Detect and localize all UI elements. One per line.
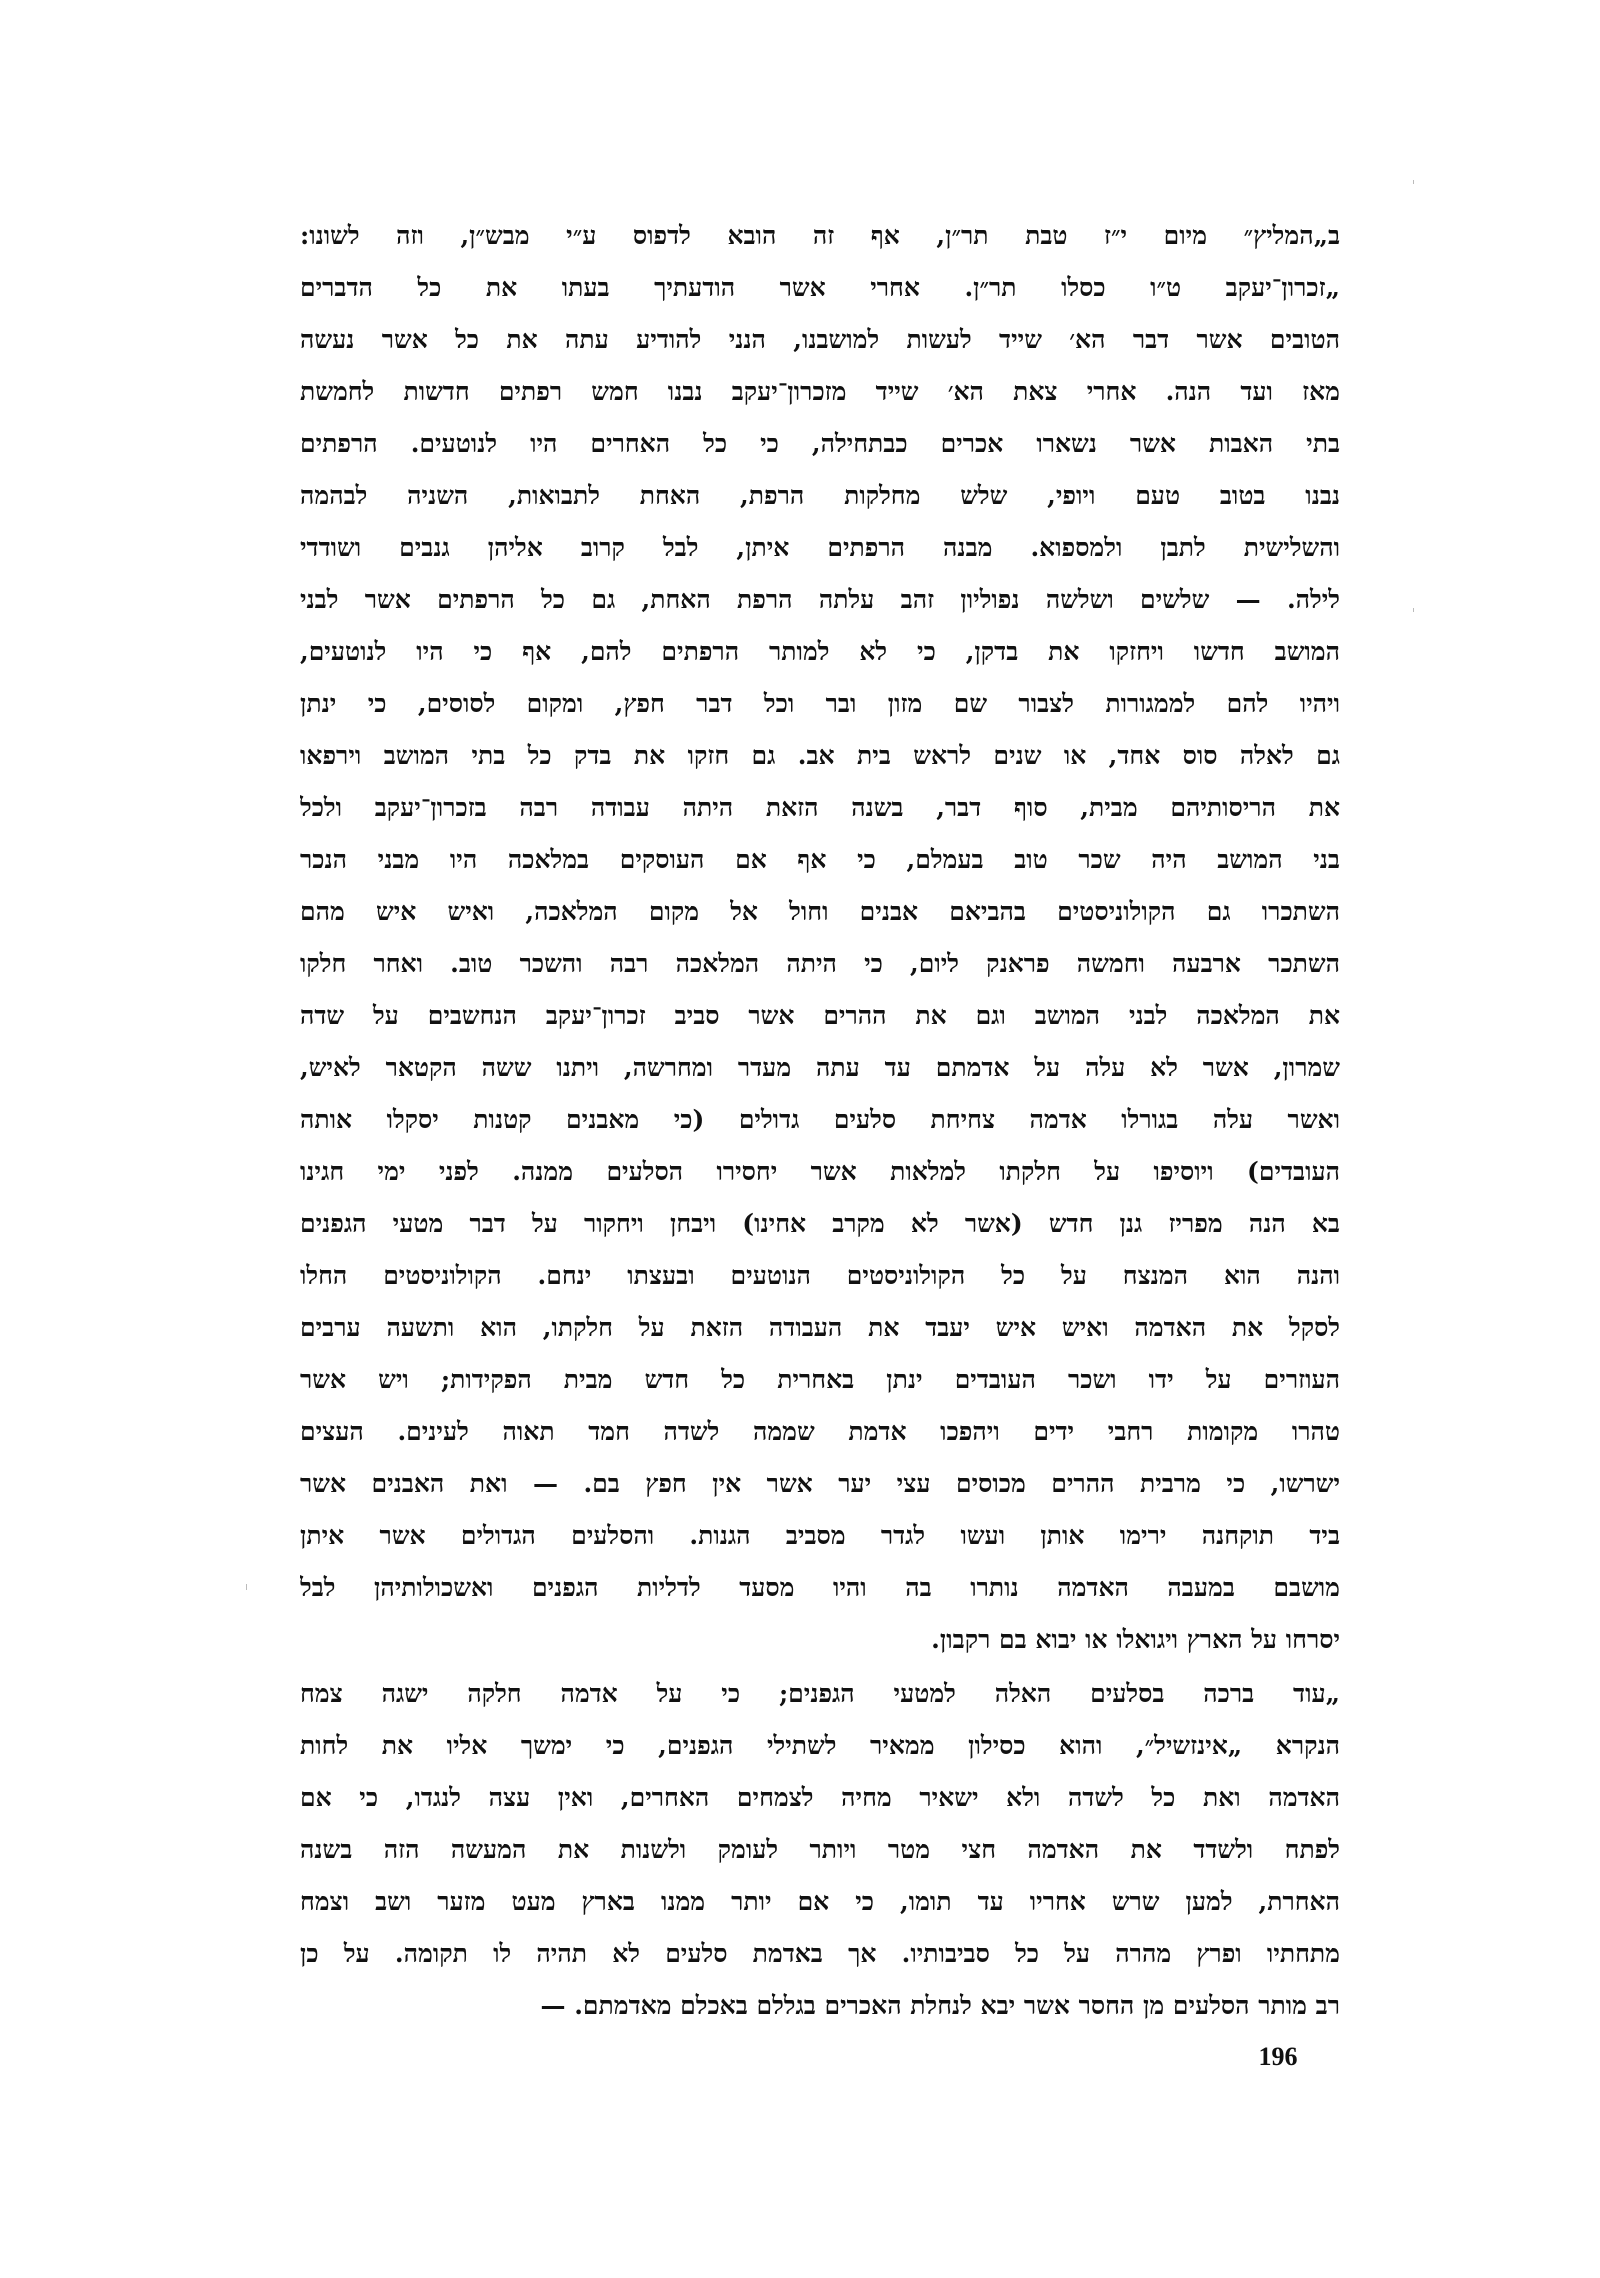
text-line: מתחתיו ופרץ מהרה על כל סביבותיו. אך באדמת סלעים לא תהיה לו תקומה. על כן bbox=[300, 1939, 1340, 1968]
text-line: יסרחו על הארץ ויגואלו או יבוא בם רקבון. bbox=[931, 1625, 1340, 1654]
text-line: האחרת, למען שרש אחריו עד תומו, כי אם יותר ממנו בארץ מעט מזער ושב וצמח bbox=[300, 1887, 1340, 1916]
body-text bbox=[300, 210, 1340, 2032]
text-line: ישרשו, כי מרבית ההרים מכוסים עצי יער אשר אין חפץ בם. — ואת האבנים אשר bbox=[300, 1469, 1340, 1498]
scan-speck bbox=[1413, 180, 1414, 184]
text-line: מאז ועד הנה. אחרי צאת הא׳ שייד מזכרון־יעקב נבנו חמש רפתים חדשות לחמשת bbox=[300, 377, 1340, 406]
text-line: העובדים) ויוסיפו על חלקתו למלאות אשר יחסירו הסלעים ממנה. לפני ימי חגינו bbox=[300, 1157, 1340, 1186]
text-line: רב מותר הסלעים מן החסר אשר יבא לנחלת האכרים בגללם באכלם מאדמתם. — bbox=[540, 1991, 1340, 2020]
paragraph-2 bbox=[300, 1668, 1340, 2032]
text-line: האדמה ואת כל לשדה ולא ישאיר מחיה לצמחים האחרים, ואין עצה לנגדו, כי אם bbox=[300, 1783, 1340, 1812]
text-line: לפתח ולשדד את האדמה חצי מטר ויותר לעומק ולשנות את המעשה הזה בשנה bbox=[300, 1835, 1340, 1864]
text-line: בתי האבות אשר נשארו אכרים כבתחילה, כי כל האחרים היו לנוטעים. הרפתים bbox=[300, 429, 1340, 458]
text-line: טהרו מקומות רחבי ידים ויהפכו אדמת שממה לשדה חמד תאוה לעינים. העצים bbox=[300, 1417, 1340, 1446]
text-line: השתכר ארבעה וחמשה פראנק ליום, כי היתה המלאכה רבה והשכר טוב. ואחר חלקו bbox=[300, 949, 1340, 978]
text-line: שמרון, אשר לא עלה על אדמתם עד עתה מעדר ומחרשה, ויתנו ששה הקטאר לאיש, bbox=[300, 1053, 1340, 1082]
text-line: והנה הוא המנצח על כל הקולוניסטים הנוטעים ובעצתו ינחם. הקולוניסטים החלו bbox=[300, 1261, 1340, 1290]
text-line: לסקל את האדמה ואיש איש יעבד את העבודה הזאת על חלקתו, הוא ותשעה ערבים bbox=[300, 1313, 1340, 1342]
text-line: את הריסותיהם מבית, סוף דבר, בשנה הזאת היתה עבודה רבה בזכרון־יעקב ולכל bbox=[300, 793, 1340, 822]
text-line: מושבם במעבה האדמה נותרו בה והיו מסעד לדליות הגפנים ואשכולותיהן לבל bbox=[300, 1573, 1340, 1602]
scan-speck bbox=[1413, 608, 1414, 612]
scan-speck bbox=[246, 1584, 247, 1590]
text-line: והשלישית לתבן ולמספוא. מבנה הרפתים איתן, לבל קרוב אליהן גנבים ושודדי bbox=[300, 533, 1340, 562]
text-line: ויהיו להם לממגורות לצבור שם מזון ובר וכל דבר חפץ, ומקום לסוסים, כי ינתן bbox=[300, 689, 1340, 718]
text-line: את המלאכה לבני המושב וגם את ההרים אשר סביב זכרון־יעקב הנחשבים על שדה bbox=[300, 1001, 1340, 1030]
text-line: המושב חדשו ויחזקו את בדקן, כי לא למותר הרפתים להם, אף כי היו לנוטעים, bbox=[300, 637, 1340, 666]
paragraph-1 bbox=[300, 210, 1340, 1666]
page-number: 196 bbox=[1258, 2042, 1298, 2071]
text-line: הטובים אשר דבר הא׳ שייד לעשות למושבנו, הנני להודיע עתה את כל אשר נעשה bbox=[300, 325, 1340, 354]
text-line: בא הנה מפריז גנן חדש (אשר לא מקרב אחינו) ויבחן ויחקור על דבר מטעי הגפנים bbox=[300, 1209, 1340, 1238]
text-line: לילה. — שלשים ושלשה נפוליון זהב עלתה הרפת האחת, גם כל הרפתים אשר לבני bbox=[300, 585, 1340, 614]
text-line: נבנו בטוב טעם ויופי, שלש מחלקות הרפת, האחת לתבואות, השניה לבהמה bbox=[300, 481, 1340, 510]
text-line: ב„המליץ״ מיום י״ז טבת תר״ן, אף זה הובא לדפוס ע״י מבש״ן, וזה לשונו: bbox=[300, 221, 1340, 250]
text-line: „עוד ברכה בסלעים האלה למטעי הגפנים; כי על אדמה חלקה ישגה צמח bbox=[300, 1679, 1340, 1708]
text-line: השתכרו גם הקולוניסטים בהביאם אבנים וחול אל מקום המלאכה, ואיש איש מהם bbox=[300, 897, 1340, 926]
text-line: העוזרים על ידו ושכר העובדים ינתן באחרית כל חדש מבית הפקידות; ויש אשר bbox=[300, 1365, 1340, 1394]
text-line: הנקרא „אינזשיל״, והוא כסילון ממאיר לשתילי הגפנים, כי ימשך אליו את לחות bbox=[300, 1731, 1340, 1760]
text-line: ביד תוקחנה ירימו אותן ועשו לגדר מסביב הגנות. והסלעים הגדולים אשר איתן bbox=[300, 1521, 1340, 1550]
text-line: גם לאלה סוס אחד, או שנים לראש בית אב. גם חזקו את בדק כל בתי המושב וירפאו bbox=[300, 741, 1340, 770]
text-line: „זכרון־יעקב ט״ו כסלו תר״ן. אחרי אשר הודעתיך בעתו את כל הדברים bbox=[300, 273, 1340, 302]
text-line: בני המושב היה שכר טוב בעמלם, כי אף אם העוסקים במלאכה היו מבני הנכר bbox=[300, 845, 1340, 874]
text-line: ואשר עלה בגורלו אדמה צחיחת סלעים גדולים (כי מאבנים קטנות יסקלו אותה bbox=[300, 1105, 1340, 1134]
